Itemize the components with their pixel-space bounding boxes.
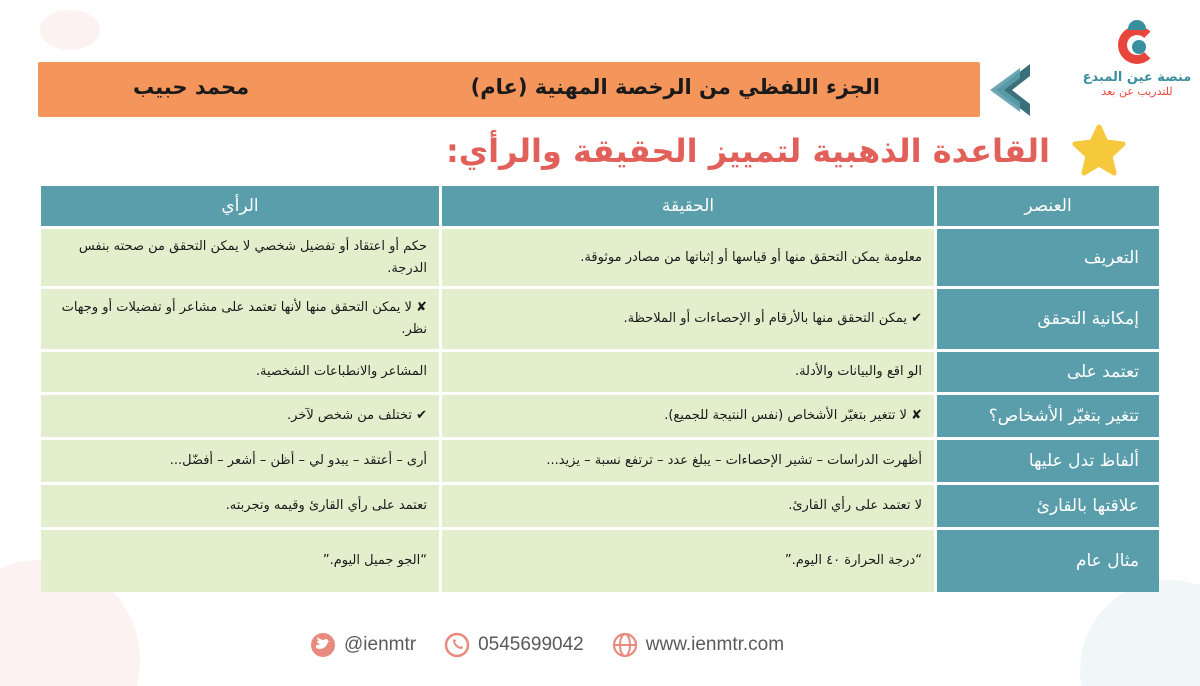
table-row [41,440,1159,482]
table-row [41,352,1159,392]
footer-contacts [310,628,784,662]
fact-opinion-table [38,183,1162,595]
brand-tagline: للتدريب عن بعد [1101,85,1173,98]
column-header-element: العنصر [937,186,1159,226]
brand-name: منصة عين المبدع [1082,70,1192,85]
twitter-contact[interactable] [310,632,416,658]
fact-cell: الو اقع والبيانات والأدلة. [442,352,934,392]
section-heading: القاعدة الذهبية لتمييز الحقيقة والرأي: [445,132,1050,170]
phone-contact[interactable] [444,632,584,658]
opinion-cell: حكم أو اعتقاد أو تفضيل شخصي لا يمكن التحقق من صحته بنفس الدرجة. [41,229,439,286]
header-bar [38,62,980,117]
fact-cell: معلومة يمكن التحقق منها أو قياسها أو إثباتها من مصادر موثوقة. [442,229,934,286]
website-contact[interactable] [612,632,784,658]
star-icon [1072,124,1126,176]
phone-number: 0545699042 [478,634,584,655]
logo-icon [1114,20,1160,66]
row-label: ألفاظ تدل عليها [937,440,1159,482]
table-row [41,395,1159,437]
website-url: www.ienmtr.com [645,634,785,655]
row-label: التعريف [937,229,1159,286]
row-label: علاقتها بالقارئ [937,485,1159,527]
row-label: مثال عام [937,530,1159,592]
column-header-opinion: الرأي [41,186,439,226]
table-row [41,485,1159,527]
whatsapp-icon [444,632,470,658]
chevron-left-icon [982,64,1032,116]
fact-cell: أظهرت الدراسات – تشير الإحصاءات – يبلغ عدد – ترتفع نسبة – يزيد... [442,440,934,482]
fact-cell: “درجة الحرارة ٤٠ اليوم.” [442,530,934,592]
opinion-cell: ✔ تختلف من شخص لآخر. [41,395,439,437]
globe-icon [612,632,638,658]
row-label: إمكانية التحقق [937,289,1159,349]
fact-cell: ✔ يمكن التحقق منها بالأرقام أو الإحصاءات أو الملاحظة. [442,289,934,349]
author-name: محمد حبيب [133,75,250,99]
table-row [41,289,1159,349]
background-decoration [40,10,100,50]
page-title: الجزء اللفظي من الرخصة المهنية (عام) [470,75,880,99]
row-label: تعتمد على [937,352,1159,392]
opinion-cell: ✘ لا يمكن التحقق منها لأنها تعتمد على مشاعر أو تفضيلات أو وجهات نظر. [41,289,439,349]
table-header-row [41,186,1159,226]
background-decoration [1080,580,1200,686]
brand-logo [1082,20,1192,110]
column-header-fact: الحقيقة [442,186,934,226]
table-row [41,530,1159,592]
fact-cell: ✘ لا تتغير بتغيّر الأشخاص (نفس النتيجة للجميع). [442,395,934,437]
opinion-cell: تعتمد على رأي القارئ وقيمه وتجربته. [41,485,439,527]
twitter-icon [310,632,336,658]
opinion-cell: المشاعر والانطباعات الشخصية. [41,352,439,392]
fact-cell: لا تعتمد على رأي القارئ. [442,485,934,527]
opinion-cell: “الجو جميل اليوم.” [41,530,439,592]
table-row [41,229,1159,286]
twitter-handle: @ienmtr [344,634,417,655]
opinion-cell: أرى – أعتقد – يبدو لي – أظن – أشعر – أفضّل... [41,440,439,482]
row-label: تتغير بتغيّر الأشخاص؟ [937,395,1159,437]
